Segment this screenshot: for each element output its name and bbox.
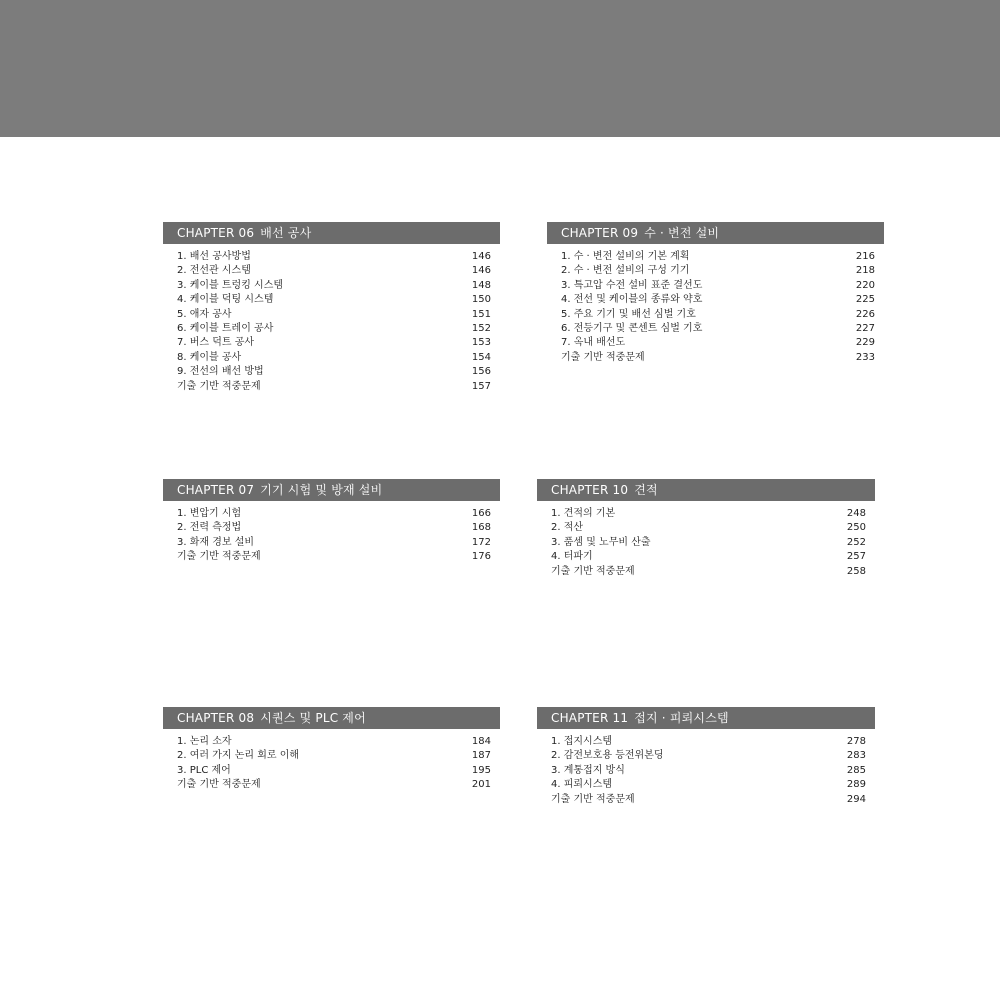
chapter-08-section <box>163 707 500 793</box>
toc-item[interactable] <box>547 322 884 336</box>
toc-item-label: 5. 애자 공사 <box>177 308 232 320</box>
toc-item-page: 146 <box>471 251 491 262</box>
chapter-11-section <box>537 707 875 807</box>
toc-item[interactable] <box>547 351 884 365</box>
toc-item-page: 229 <box>855 337 875 349</box>
chapter-08-header[interactable] <box>163 707 500 729</box>
toc-list <box>537 507 875 579</box>
toc-item[interactable] <box>537 735 875 749</box>
toc-list <box>547 250 884 365</box>
toc-item-page: 248 <box>846 508 866 519</box>
toc-item[interactable] <box>163 336 500 350</box>
toc-item-page: 153 <box>471 337 491 349</box>
toc-item-page: 233 <box>855 351 875 363</box>
toc-item[interactable] <box>547 336 884 350</box>
toc-item[interactable] <box>537 521 875 535</box>
toc-item-label: 1. 수 · 변전 설비의 기본 계획 <box>561 251 690 262</box>
toc-item-page: 250 <box>846 522 866 534</box>
toc-item[interactable] <box>547 250 884 264</box>
toc-item-page: 289 <box>846 779 866 791</box>
chapter-10-section <box>537 479 875 579</box>
toc-item[interactable] <box>163 308 500 322</box>
toc-item-label: 3. 케이블 트렁킹 시스템 <box>177 279 284 291</box>
chapter-06-section <box>163 222 500 394</box>
toc-item-page: 172 <box>471 536 491 548</box>
toc-item-label: 기출 기반 적중문제 <box>177 779 261 791</box>
chapter-number: CHAPTER 06 <box>177 226 255 240</box>
toc-item-label: 1. 배선 공사방법 <box>177 251 251 262</box>
toc-item[interactable] <box>537 507 875 521</box>
toc-list <box>163 735 500 793</box>
toc-item-label: 6. 전등기구 및 콘센트 심벌 기호 <box>561 322 703 334</box>
toc-item-label: 1. 논리 소자 <box>177 736 232 747</box>
toc-item-label: 기출 기반 적중문제 <box>551 793 635 805</box>
toc-item[interactable] <box>537 565 875 579</box>
toc-list <box>163 507 500 565</box>
toc-item-label: 3. 품셈 및 노무비 산출 <box>551 536 651 548</box>
chapter-title: 수 · 변전 설비 <box>644 226 720 240</box>
toc-item[interactable] <box>537 749 875 763</box>
toc-list <box>163 250 500 394</box>
toc-list <box>537 735 875 807</box>
toc-item-label: 9. 전선의 배선 방법 <box>177 366 264 378</box>
chapter-09-section <box>547 222 884 365</box>
toc-item-label: 기출 기반 적중문제 <box>561 351 645 363</box>
chapter-title: 시퀀스 및 PLC 제어 <box>260 711 366 725</box>
toc-item-page: 152 <box>471 322 491 334</box>
toc-item[interactable] <box>537 550 875 564</box>
toc-item[interactable] <box>163 749 500 763</box>
toc-item-label: 기출 기반 적중문제 <box>551 565 635 577</box>
toc-item[interactable] <box>163 279 500 293</box>
toc-item-label: 2. 전력 측정법 <box>177 522 242 534</box>
chapter-number: CHAPTER 11 <box>551 711 629 725</box>
toc-item-page: 201 <box>471 779 491 791</box>
toc-item-label: 7. 옥내 배선도 <box>561 337 626 349</box>
chapter-07-header[interactable] <box>163 479 500 501</box>
toc-item[interactable] <box>537 764 875 778</box>
toc-item-label: 8. 케이블 공사 <box>177 351 242 363</box>
toc-item-page: 216 <box>855 251 875 262</box>
toc-item-page: 154 <box>471 351 491 363</box>
top-banner <box>0 0 1000 137</box>
toc-item[interactable] <box>163 778 500 792</box>
toc-item[interactable] <box>163 735 500 749</box>
toc-item-page: 156 <box>471 366 491 378</box>
toc-item[interactable] <box>163 264 500 278</box>
toc-item-label: 4. 케이블 덕팅 시스템 <box>177 294 274 306</box>
toc-item-label: 기출 기반 적중문제 <box>177 380 261 392</box>
toc-item[interactable] <box>163 550 500 564</box>
chapter-06-header[interactable] <box>163 222 500 244</box>
toc-item[interactable] <box>547 264 884 278</box>
toc-item-label: 3. PLC 제어 <box>177 764 231 776</box>
toc-item-label: 기출 기반 적중문제 <box>177 551 261 563</box>
toc-item[interactable] <box>163 250 500 264</box>
toc-item-page: 146 <box>471 265 491 277</box>
toc-item-page: 195 <box>471 764 491 776</box>
toc-item-label: 3. 특고압 수전 설비 표준 결선도 <box>561 279 703 291</box>
toc-item-label: 6. 케이블 트레이 공사 <box>177 322 274 334</box>
toc-item-label: 7. 버스 덕트 공사 <box>177 337 255 349</box>
toc-item-page: 257 <box>846 551 866 563</box>
chapter-number: CHAPTER 10 <box>551 483 629 497</box>
toc-item[interactable] <box>163 365 500 379</box>
toc-item-label: 3. 계통접지 방식 <box>551 764 625 776</box>
toc-item-label: 4. 전선 및 케이블의 종류와 약호 <box>561 294 703 306</box>
chapter-title: 견적 <box>634 483 658 497</box>
toc-item-page: 184 <box>471 736 491 747</box>
toc-item-page: 226 <box>855 308 875 320</box>
toc-item-label: 5. 주요 기기 및 배선 심벌 기호 <box>561 308 696 320</box>
toc-item-page: 252 <box>846 536 866 548</box>
chapter-number: CHAPTER 08 <box>177 711 255 725</box>
toc-item-page: 187 <box>471 750 491 762</box>
toc-item-label: 2. 수 · 변전 설비의 구성 기기 <box>561 265 690 277</box>
toc-item-page: 283 <box>846 750 866 762</box>
toc-item-label: 2. 전선관 시스템 <box>177 265 251 277</box>
toc-item-label: 4. 터파기 <box>551 551 593 563</box>
toc-item-label: 1. 접지시스템 <box>551 736 613 747</box>
toc-item-page: 176 <box>471 551 491 563</box>
toc-item[interactable] <box>163 764 500 778</box>
toc-item[interactable] <box>537 793 875 807</box>
toc-item-label: 4. 피뢰시스템 <box>551 779 613 791</box>
toc-item-label: 2. 감전보호용 등전위본딩 <box>551 750 664 762</box>
toc-item-page: 220 <box>855 279 875 291</box>
toc-item-label: 2. 적산 <box>551 522 584 534</box>
toc-item-page: 148 <box>471 279 491 291</box>
toc-item-page: 285 <box>846 764 866 776</box>
chapter-number: CHAPTER 07 <box>177 483 255 497</box>
toc-item-label: 1. 변압기 시험 <box>177 508 242 519</box>
toc-item-page: 227 <box>855 322 875 334</box>
toc-item-label: 3. 화재 경보 설비 <box>177 536 255 548</box>
chapter-11-header[interactable] <box>537 707 875 729</box>
toc-item[interactable] <box>163 521 500 535</box>
chapter-10-header[interactable] <box>537 479 875 501</box>
toc-item[interactable] <box>163 351 500 365</box>
chapter-07-section <box>163 479 500 565</box>
toc-item-page: 258 <box>846 565 866 577</box>
toc-item[interactable] <box>547 308 884 322</box>
chapter-09-header[interactable] <box>547 222 884 244</box>
toc-item-page: 157 <box>471 380 491 392</box>
chapter-number: CHAPTER 09 <box>561 226 639 240</box>
toc-item-label: 1. 견적의 기본 <box>551 508 616 519</box>
toc-item-page: 278 <box>846 736 866 747</box>
toc-item[interactable] <box>537 536 875 550</box>
toc-item-page: 151 <box>471 308 491 320</box>
toc-item[interactable] <box>163 536 500 550</box>
chapter-title: 배선 공사 <box>260 226 312 240</box>
toc-item[interactable] <box>537 778 875 792</box>
toc-item-page: 150 <box>471 294 491 306</box>
toc-item[interactable] <box>547 293 884 307</box>
toc-item[interactable] <box>547 279 884 293</box>
toc-item-page: 168 <box>471 522 491 534</box>
toc-item[interactable] <box>163 380 500 394</box>
toc-item-label: 2. 여러 가지 논리 회로 이해 <box>177 750 300 762</box>
toc-item[interactable] <box>163 507 500 521</box>
toc-item-page: 218 <box>855 265 875 277</box>
toc-item-page: 166 <box>471 508 491 519</box>
toc-item-page: 294 <box>846 793 866 805</box>
toc-item-page: 225 <box>855 294 875 306</box>
toc-item[interactable] <box>163 293 500 307</box>
chapter-title: 접지 · 피뢰시스템 <box>634 711 729 725</box>
chapter-title: 기기 시험 및 방재 설비 <box>260 483 383 497</box>
toc-item[interactable] <box>163 322 500 336</box>
